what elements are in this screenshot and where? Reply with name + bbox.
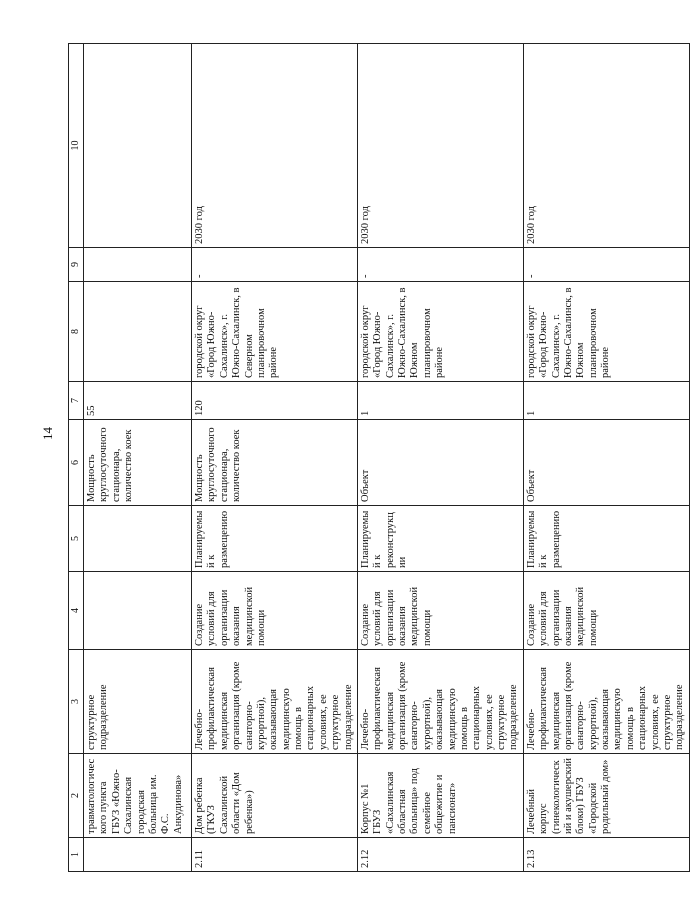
table-cell [84,282,192,382]
table-row [357,44,523,872]
column-header: 1 [69,838,84,872]
table-cell: Планируемый к реконструкции [357,506,523,572]
facilities-table [68,43,690,872]
table-cell: - [357,248,523,282]
table-cell: 2.12 [357,838,523,872]
table-cell [84,248,192,282]
rotated-table-container [68,44,686,872]
table-cell: 120 [192,382,358,420]
table-cell: Объект [523,420,689,506]
table-row [84,44,192,872]
table-cell: Дом ребенка (ГКУЗ Сахалинской области «Дом ребенка») [192,754,358,838]
table-cell [84,506,192,572]
column-header: 7 [69,382,84,420]
table-cell [84,838,192,872]
table-cell: Создание условий для организации оказания медицинской помощи [192,572,358,650]
column-header: 10 [69,44,84,248]
table-cell [84,572,192,650]
table-cell: 2030 год [192,44,358,248]
column-header: 6 [69,420,84,506]
column-header: 8 [69,282,84,382]
table-cell: Создание условий для организации оказания медицинской помощи [357,572,523,650]
page-number: 14 [40,427,55,440]
table-cell: Мощность круглосуточного стационара, количество коек [192,420,358,506]
table-cell: Лечебно-профилактическая медицинская организация (кроме санаторно-курортной), оказывающая медицинскую помощь в стационарных условиях, ее структурное подразделение [192,650,358,754]
table-cell: Создание условий для организации оказания медицинской помощи [523,572,689,650]
table-cell: 2030 год [523,44,689,248]
table-cell: 2030 год [357,44,523,248]
table-cell: - [523,248,689,282]
table-cell: городской округ «Город Южно-Сахалинск», г. Южно-Сахалинск, в Северном планировочном районе [192,282,358,382]
table-cell: структурное подразделение [84,650,192,754]
table-cell: 2.11 [192,838,358,872]
table-cell: Мощность круглосуточного стационара, количество коек [84,420,192,506]
column-header: 9 [69,248,84,282]
header-row [69,44,84,872]
column-header: 5 [69,506,84,572]
table-cell: Планируемый к размещению [192,506,358,572]
table-cell: Лечебно-профилактическая медицинская организация (кроме санаторно-курортной), оказывающая медицинскую помощь в стационарных условиях, ее структурное подразделение [357,650,523,754]
table-cell: - [192,248,358,282]
table-row [192,44,358,872]
table-cell: городской округ «Город Южно-Сахалинск», г. Южно-Сахалинск, в Южном планировочном районе [357,282,523,382]
table-cell: Лечебный корпус (гинекологический и акушерский блоки) ГБУЗ «Городской родильный дом» [523,754,689,838]
table-cell: Лечебно-профилактическая медицинская организация (кроме санаторно-курортной), оказывающая медицинскую помощь в стационарных условиях, ее структурное подразделение [523,650,689,754]
table-cell: 55 [84,382,192,420]
table-cell: 2.13 [523,838,689,872]
table-cell: травматологического пункта ГБУЗ «Южно-Сахалинская городская больница им. Ф.С. Анкудинова» [84,754,192,838]
table-cell: 1 [357,382,523,420]
table-cell [84,44,192,248]
table-cell: Планируемый к размещению [523,506,689,572]
table-cell: Объект [357,420,523,506]
column-header: 3 [69,650,84,754]
table-cell: Корпус №1 ГБУЗ «Сахалинская областная больница» под семейное общежитие и пансионат» [357,754,523,838]
table-cell: 1 [523,382,689,420]
table-row [523,44,689,872]
column-header: 4 [69,572,84,650]
column-header: 2 [69,754,84,838]
table-cell: городской округ «Город Южно-Сахалинск», г. Южно-Сахалинск, в Южном планировочном районе [523,282,689,382]
